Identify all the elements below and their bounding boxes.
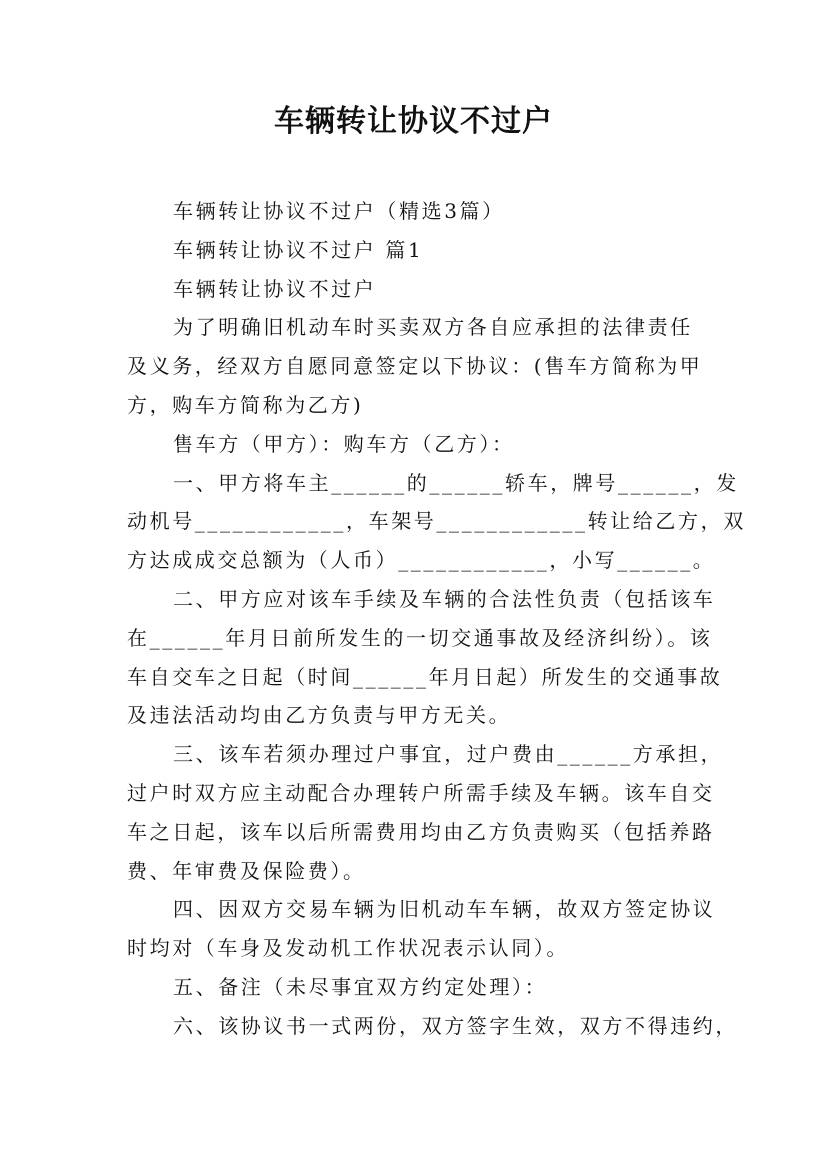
text-line: 方达成成交总额为（人币）____________，小写______。 [127, 548, 716, 573]
text-line: 为了明确旧机动车时买卖双方各自应承担的法律责任 [173, 315, 693, 340]
text-line: 三、该车若须办理过户事宜，过户费由______方承担， [173, 742, 724, 767]
text-line: 过户时双方应主动配合办理转户所需手续及车辆。该车自交 [127, 780, 715, 805]
document-body [127, 192, 746, 1046]
text-line: 一、甲方将车主______的______轿车，牌号______，发 [173, 470, 739, 495]
text-line: 时均对（车身及发动机工作状况表示认同）。 [127, 936, 569, 961]
text-line: 车辆转让协议不过户 篇1 [173, 237, 424, 262]
text-line: 车之日起，该车以后所需费用均由乙方负责购买（包括养路 [127, 819, 715, 844]
text-line: 及违法活动均由乙方负责与甲方无关。 [127, 703, 512, 728]
text-line: 五、备注（未尽事宜双方约定处理）： [173, 974, 548, 999]
text-line: 四、因双方交易车辆为旧机动车车辆，故双方签定协议 [173, 897, 716, 922]
text-line: 车自交车之日起（时间______年月日起）所发生的交通事故 [127, 664, 723, 689]
text-line: 六、该协议书一式两份，双方签字生效，双方不得违约， [173, 1013, 738, 1038]
text-line: 方，购车方简称为乙方) [127, 392, 364, 417]
text-line: 车辆转让协议不过户（精选3篇） [173, 199, 505, 223]
text-line: 车辆转让协议不过户 [173, 276, 377, 301]
text-line: 动机号____________，车架号____________转让给乙方，双 [127, 509, 746, 534]
document-title: 车辆转让协议不过户 [274, 104, 553, 139]
text-line: 费、年审费及保险费）。 [127, 858, 366, 883]
text-line: 在______年月日前所发生的一切交通事故及经济纠纷）。该 [127, 625, 713, 650]
text-line: 二、甲方应对该车手续及车辆的合法性负责（包括该车 [173, 586, 716, 611]
text-line: 售车方（甲方）：购车方（乙方）： [173, 431, 515, 456]
text-line: 及义务，经双方自愿同意签定以下协议：(售车方简称为甲 [127, 354, 703, 379]
